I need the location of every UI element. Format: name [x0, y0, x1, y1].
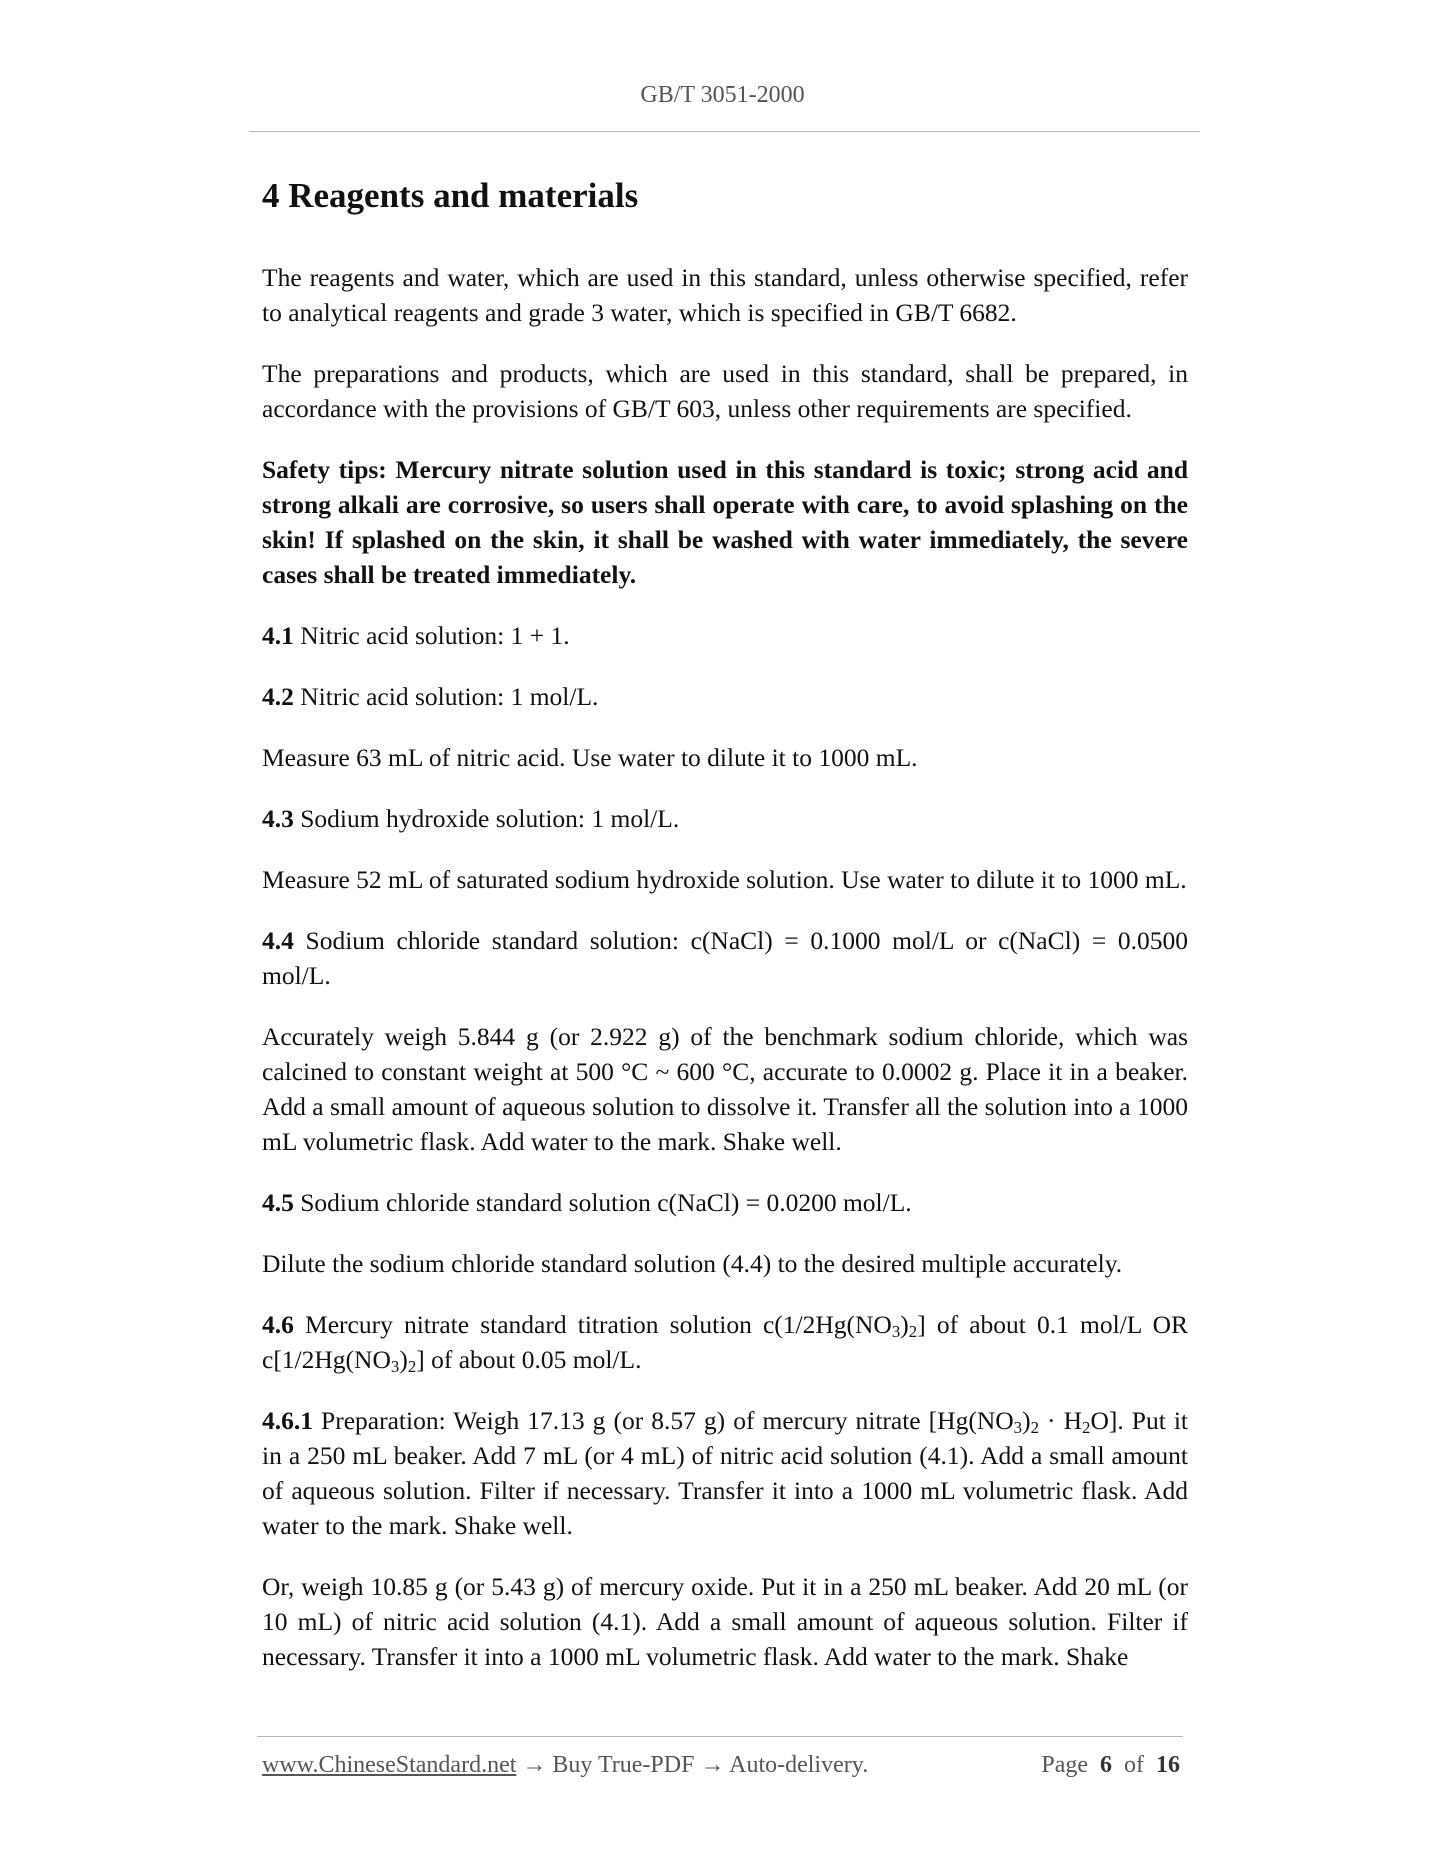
clause-text: ) [1022, 1406, 1031, 1435]
clause-number: 4.6 [262, 1310, 294, 1339]
footer-promo [262, 1752, 868, 1779]
clause-4-5-body: Dilute the sodium chloride standard solution (4.4) to the desired multiple accurately. [262, 1249, 1123, 1278]
clause-number: 4.6.1 [262, 1406, 313, 1435]
page-footer [262, 1752, 1180, 1779]
clause-number: 4.3 [262, 804, 294, 833]
page-header: GB/T 3051-2000 [640, 82, 805, 108]
clause-4-4 [262, 923, 1188, 993]
clause-text: O]. Put it in a 250 mL beaker. Add 7 mL (or 4 mL) of nitric acid solution (4.1). Add a small amount of aqueous solution. Filter if necessary. Transfer it into a 1000 mL volumetric flask. Add water to the mark. Shake well. [262, 1406, 1189, 1540]
header-divider [249, 131, 1200, 132]
clause-4-2-body: Measure 63 mL of nitric acid. Use water to dilute it to 1000 mL. [262, 743, 918, 772]
clause-4-6 [262, 1307, 1188, 1377]
footer-divider [257, 1736, 1183, 1737]
document-body [262, 174, 1188, 1700]
clause-text: Nitric acid solution: 1 mol/L. [293, 682, 599, 711]
page-label: Page [1041, 1752, 1088, 1778]
total-pages: 16 [1156, 1752, 1180, 1778]
subscript: 2 [1030, 1418, 1039, 1438]
clause-4-6-1 [262, 1403, 1188, 1543]
clause-number: 4.5 [262, 1188, 294, 1217]
clause-text: ) [900, 1310, 909, 1339]
clause-number: 4.4 [262, 926, 294, 955]
clause-text: ] of about 0.05 mol/L. [416, 1345, 642, 1374]
site-link[interactable]: www.ChineseStandard.net [262, 1752, 517, 1778]
clause-4-5 [262, 1185, 1188, 1220]
clause-text: ] of about 0.1 mol/L OR c[1/2Hg(NO [262, 1310, 1188, 1374]
clause-text: Mercury nitrate standard titration solution c(1/2Hg(NO [293, 1310, 892, 1339]
current-page: 6 [1100, 1752, 1112, 1778]
subscript: 2 [908, 1322, 918, 1342]
clause-4-3-body: Measure 52 mL of saturated sodium hydroxide solution. Use water to dilute it to 1000 mL. [262, 865, 1187, 894]
clause-number: 4.1 [262, 621, 294, 650]
paragraph-intro: The reagents and water, which are used in this standard, unless otherwise specified, refer to analytical reagents and grade 3 water, which is specified in GB/T 6682. [262, 263, 1188, 327]
page-indicator [1041, 1752, 1180, 1779]
subscript: 3 [1013, 1418, 1023, 1438]
clause-text: Sodium chloride standard solution: c(NaCl) = 0.1000 mol/L or c(NaCl) = 0.0500 mol/L. [262, 926, 1188, 990]
subscript: 2 [407, 1357, 417, 1377]
subscript: 3 [891, 1322, 901, 1342]
footer-promo-text: → Buy True-PDF → Auto-delivery. [516, 1752, 869, 1778]
clause-number: 4.2 [262, 682, 294, 711]
page-of-label: of [1124, 1752, 1144, 1778]
clause-text: Nitric acid solution: 1 + 1. [293, 621, 570, 650]
clause-text: Preparation: Weigh 17.13 g (or 8.57 g) of mercury nitrate [Hg(NO [313, 1406, 1014, 1435]
clause-4-6-1-alternative: Or, weigh 10.85 g (or 5.43 g) of mercury oxide. Put it in a 250 mL beaker. Add 20 mL (or 10 mL) of nitric acid solution (4.1). Add a small amount of aqueous solution. Filter if necessary. Transfer it into a 1000 mL volumetric flask. Add water to the mark. Shake [262, 1572, 1188, 1671]
section-title: 4 Reagents and materials [262, 176, 639, 215]
clause-text: · H [1039, 1406, 1083, 1435]
clause-4-2 [262, 679, 1188, 714]
paragraph-preparations: The preparations and products, which are used in this standard, shall be prepared, in accordance with the provisions of GB/T 603, unless other requirements are specified. [262, 359, 1188, 423]
clause-text: Sodium chloride standard solution c(NaCl) = 0.0200 mol/L. [293, 1188, 912, 1217]
subscript: 3 [390, 1357, 400, 1377]
clause-4-1 [262, 618, 1188, 653]
clause-4-4-body: Accurately weigh 5.844 g (or 2.922 g) of the benchmark sodium chloride, which was calcined to constant weight at 500 °C ~ 600 °C, accurate to 0.0002 g. Place it in a beaker. Add a small amount of aqueous solution to dissolve it. Transfer all the solution into a 1000 mL volumetric flask. Add water to the mark. Shake well. [262, 1022, 1188, 1156]
subscript: 2 [1082, 1418, 1091, 1438]
clause-text: ) [399, 1345, 408, 1374]
clause-text: Sodium hydroxide solution: 1 mol/L. [293, 804, 680, 833]
safety-tips: Safety tips: Mercury nitrate solution used in this standard is toxic; strong acid and strong alkali are corrosive, so users shall operate with care, to avoid splashing on the skin! If splashed on the skin, it shall be washed with water immediately, the severe cases shall be treated immediately. [262, 455, 1188, 589]
clause-4-3 [262, 801, 1188, 836]
